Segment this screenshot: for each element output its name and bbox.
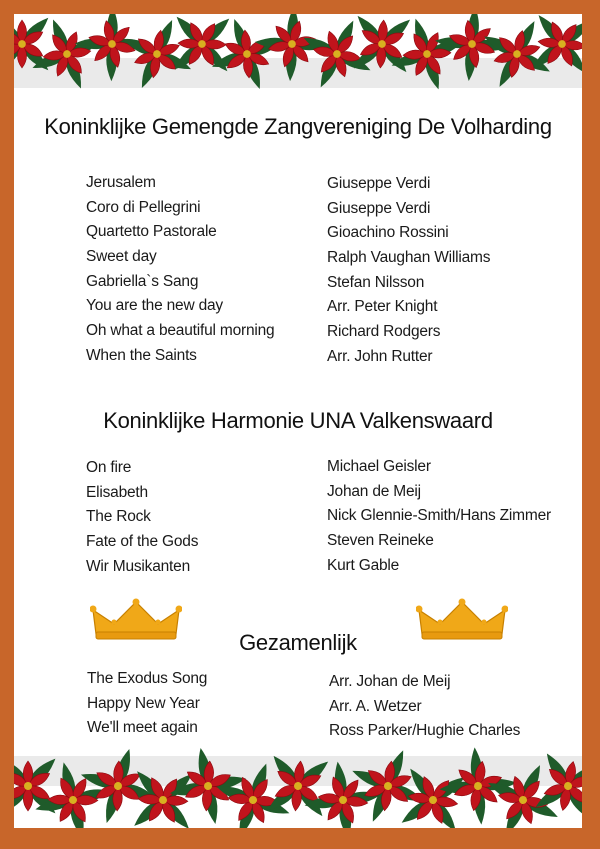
- piece-title: Quartetto Pastorale: [86, 223, 217, 241]
- piece-composer: Giuseppe Verdi: [327, 199, 431, 217]
- piece-title: Gabriella`s Sang: [86, 272, 199, 290]
- piece-title: We'll meet again: [87, 719, 198, 737]
- piece-composer: Arr. John Rutter: [327, 347, 433, 365]
- piece-composer: Ross Parker/Hughie Charles: [329, 722, 521, 740]
- section-title-gezamenlijk: Gezamenlijk: [239, 630, 357, 655]
- una-composer-list: [327, 455, 551, 578]
- volharding-title-list: [86, 171, 274, 369]
- piece-title: Jerusalem: [86, 174, 156, 191]
- piece-title: The Rock: [86, 508, 151, 526]
- piece-composer: Johan de Meij: [327, 482, 421, 500]
- poinsettia-garland-top: [14, 14, 582, 104]
- piece-composer: Arr. A. Wetzer: [329, 697, 422, 715]
- piece-composer: Stefan Nilsson: [327, 273, 425, 291]
- crown-icon-right: [416, 598, 508, 642]
- section-title-volharding: Koninklijke Gemengde Zangvereniging De Volharding: [44, 114, 552, 139]
- poinsettia-garland-bottom: [14, 738, 582, 828]
- piece-composer: Kurt Gable: [327, 556, 400, 574]
- piece-composer: Arr. Peter Knight: [327, 298, 438, 316]
- piece-composer: Steven Reineke: [327, 532, 434, 550]
- piece-title: On fire: [86, 459, 132, 476]
- piece-title: Wir Musikanten: [86, 557, 191, 575]
- gezamenlijk-title-list: [87, 667, 207, 741]
- piece-composer: Nick Glennie-Smith/Hans Zimmer: [327, 507, 551, 525]
- piece-title: When the Saints: [86, 346, 197, 364]
- piece-title: The Exodus Song: [87, 670, 208, 687]
- gezamenlijk-composer-list: [329, 670, 520, 744]
- piece-title: Fate of the Gods: [86, 533, 199, 551]
- piece-composer: Arr. Johan de Meij: [329, 673, 451, 690]
- piece-composer: Gioachino Rossini: [327, 224, 449, 242]
- piece-title: Sweet day: [86, 248, 157, 266]
- piece-title: You are the new day: [86, 297, 223, 315]
- volharding-composer-list: [327, 172, 490, 370]
- piece-title: Oh what a beautiful morning: [86, 322, 275, 340]
- piece-composer: Giuseppe Verdi: [327, 175, 431, 192]
- piece-composer: Ralph Vaughan Williams: [327, 249, 491, 267]
- piece-composer: Richard Rodgers: [327, 323, 441, 341]
- piece-composer: Michael Geisler: [327, 458, 431, 475]
- una-title-list: [86, 456, 198, 579]
- piece-title: Happy New Year: [87, 694, 200, 712]
- section-title-una: Koninklijke Harmonie UNA Valkenswaard: [103, 408, 493, 433]
- piece-title: Elisabeth: [86, 483, 148, 501]
- piece-title: Coro di Pellegrini: [86, 198, 201, 216]
- program-sheet: [14, 14, 582, 828]
